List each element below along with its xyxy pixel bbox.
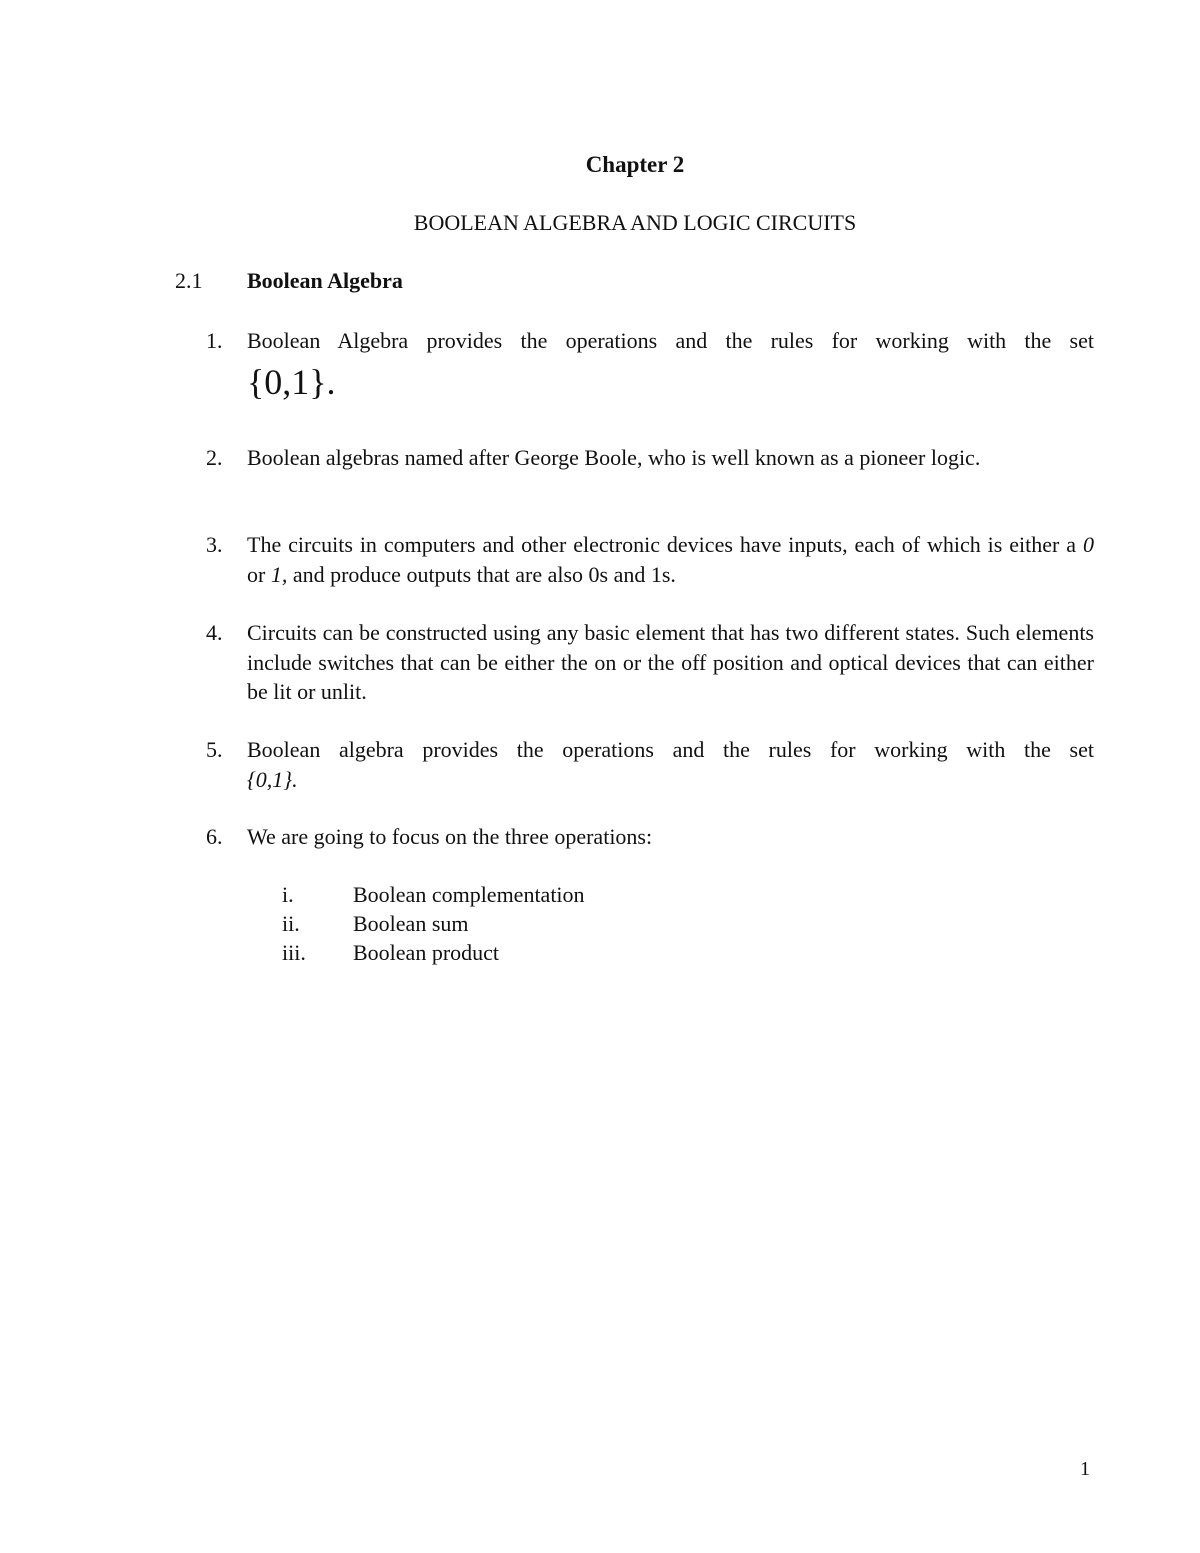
list-item bbox=[206, 443, 1094, 473]
list-item bbox=[206, 618, 1094, 707]
sub-list-item bbox=[282, 880, 585, 909]
section-title: Boolean Algebra bbox=[247, 268, 403, 293]
list-item-number: 3. bbox=[206, 532, 223, 557]
sub-list-item bbox=[282, 938, 499, 967]
sub-list-item-number: ii. bbox=[282, 911, 300, 936]
list-item-text: Circuits can be constructed using any basic element that has two different states. Such elements include switches that can be either the on or the off position and optical devices that can either be lit or unlit. bbox=[247, 620, 1094, 704]
list-item bbox=[206, 735, 1094, 794]
list-item-number: 2. bbox=[206, 445, 223, 470]
page-number: 1 bbox=[1080, 1458, 1090, 1480]
list-item-number: 6. bbox=[206, 824, 223, 849]
list-item bbox=[206, 822, 1094, 852]
list-item-number: 5. bbox=[206, 737, 223, 762]
sub-list-item-number: i. bbox=[282, 882, 294, 907]
sub-list-item-number: iii. bbox=[282, 940, 306, 965]
sub-list-item-text: Boolean product bbox=[353, 940, 500, 965]
list-item-text: Boolean Algebra provides the operations and the rules for working with the set bbox=[247, 328, 1094, 353]
sub-list-item-text: Boolean complementation bbox=[353, 882, 585, 907]
list-item-number: 4. bbox=[206, 620, 223, 645]
sub-list-item bbox=[282, 909, 469, 938]
list-item-text: Boolean algebra provides the operations and the rules for working with the set bbox=[247, 737, 1094, 762]
section-number: 2.1 bbox=[175, 268, 203, 293]
list-item-text: Boolean algebras named after George Boole, who is well known as a pioneer logic. bbox=[247, 445, 981, 470]
list-item-text: We are going to focus on the three operations: bbox=[247, 824, 653, 849]
chapter-title: BOOLEAN ALGEBRA AND LOGIC CIRCUITS bbox=[413, 210, 857, 235]
list-item-text: The circuits in computers and other electronic devices have inputs, each of which is either a 0 or 1, and produce outputs that are also 0s and 1s. bbox=[247, 532, 1094, 587]
chapter-label: Chapter 2 bbox=[585, 152, 685, 177]
set-notation: {0,1}. bbox=[247, 361, 336, 402]
sub-list-item-text: Boolean sum bbox=[353, 911, 469, 936]
section-heading bbox=[175, 268, 403, 294]
set-notation: {0,1}. bbox=[247, 766, 298, 792]
list-item-number: 1. bbox=[206, 328, 223, 353]
list-item bbox=[206, 326, 1094, 404]
list-item bbox=[206, 530, 1094, 589]
